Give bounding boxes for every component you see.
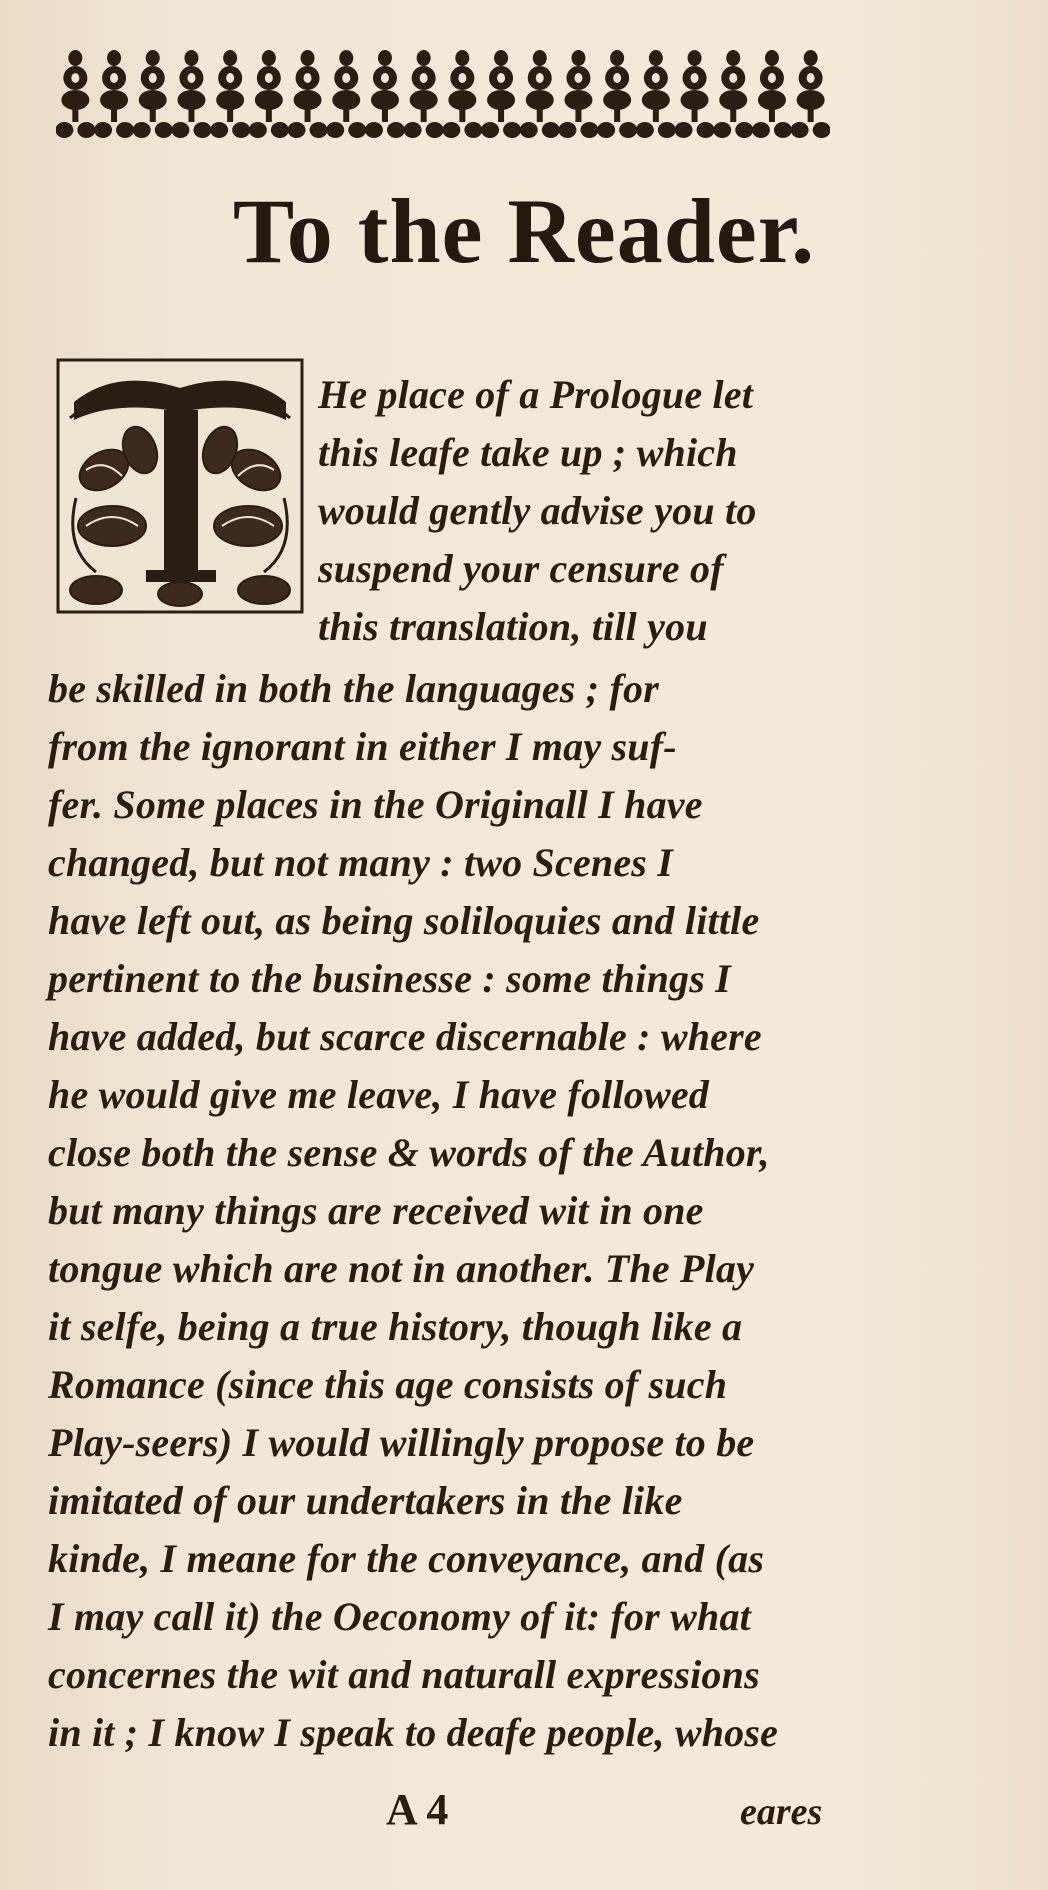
fleuron-ornament [56, 50, 95, 138]
text-line: it selfe, being a true history, though like a [48, 1304, 743, 1349]
fleuron-ornament [597, 50, 637, 138]
text-line: kinde, I meane for the conveyance, and (as [48, 1536, 765, 1581]
text-line: concernes the wit and naturall expressions [48, 1652, 760, 1697]
fleuron-ornament [713, 50, 753, 138]
fleuron-ornament [171, 50, 211, 138]
text-line: He place of a Prologue let [318, 372, 754, 417]
signature-mark: A 4 [386, 1785, 449, 1834]
text-line: be skilled in both the languages ; for [48, 666, 659, 711]
fleuron-ornament [636, 50, 676, 138]
fleuron-ornament [675, 50, 715, 138]
fleuron-ornament [442, 50, 482, 138]
text-line: Play-seers) I would willingly propose to be [48, 1420, 755, 1465]
fleuron-ornament [404, 50, 444, 138]
text-line: suspend your censure of [318, 546, 724, 591]
text-line: pertinent to the businesse : some things I [48, 956, 731, 1001]
text-line: have left out, as being soliloquies and little [48, 898, 760, 943]
text-line: Romance (since this age consists of such [48, 1362, 728, 1407]
text-line: but many things are received wit in one [48, 1188, 704, 1233]
text-line: from the ignorant in either I may suf- [48, 724, 677, 769]
fleuron-ornament [133, 50, 173, 138]
fleuron-ornament [558, 50, 598, 138]
text-line: this leafe take up ; which [318, 430, 738, 475]
text-line: tongue which are not in another. The Play [48, 1246, 755, 1291]
text-line: have added, but scarce discernable : where [48, 1014, 762, 1059]
page-title: To the Reader. [232, 180, 816, 282]
text-line: I may call it) the Oeconomy of it: for what [48, 1594, 751, 1639]
fleuron-ornament [326, 50, 366, 138]
fleuron-ornament [94, 50, 134, 138]
fleuron-ornament [752, 50, 792, 138]
fleuron-ornament [249, 50, 289, 138]
fleuron-ornament [365, 50, 405, 138]
fleuron-ornament [288, 50, 328, 138]
text-line: he would give me leave, I have followed [48, 1072, 710, 1117]
fleuron-ornament [791, 50, 830, 138]
text-line: this translation, till you [318, 604, 708, 649]
text-line: close both the sense & words of the Author, [48, 1130, 770, 1175]
text-line: would gently advise you to [318, 488, 757, 533]
text-line: fer. Some places in the Originall I have [48, 782, 703, 827]
fleuron-ornament-band [56, 48, 830, 144]
text-line: in it ; I know I speak to deafe people, whose [48, 1710, 779, 1755]
text-line: imitated of our undertakers in the like [48, 1478, 683, 1523]
fleuron-ornament [210, 50, 250, 138]
text-line: changed, but not many : two Scenes I [48, 840, 674, 885]
catchword: eares [740, 1791, 823, 1833]
fleuron-ornament [520, 50, 560, 138]
decorated-initial [56, 358, 304, 614]
fleuron-ornament [481, 50, 521, 138]
